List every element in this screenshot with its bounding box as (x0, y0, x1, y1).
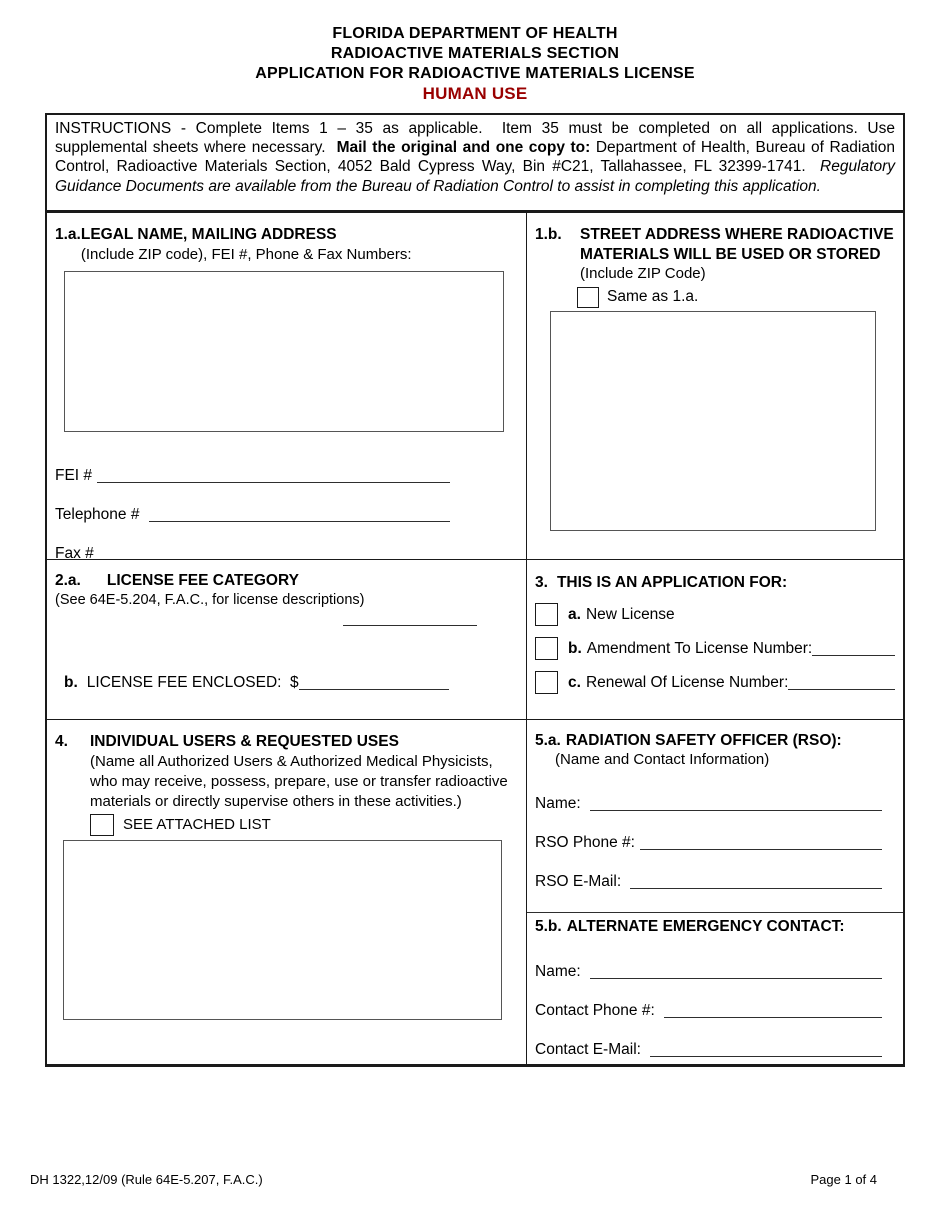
renewal-license-number-line[interactable] (788, 676, 895, 690)
option-b-letter: b. (568, 639, 582, 657)
item-2a-title: LICENSE FEE CATEGORY (106, 572, 299, 589)
item-4-description: (Name all Authorized Users & Authorized Medical Physicists, who may receive, possess, prepare, use or transfer radioactive materials or directly supervise others in these activities.) (90, 752, 508, 810)
item-5b-number: 5.b. (535, 918, 562, 935)
item-5-cell (526, 719, 903, 1064)
fee-enclosed-input-line[interactable] (299, 689, 449, 690)
header-form-title: APPLICATION FOR RADIOACTIVE MATERIALS LICENSE (255, 65, 695, 82)
amendment-checkbox[interactable] (535, 637, 558, 660)
item-5a-title: RADIATION SAFETY OFFICER (RSO): (565, 732, 842, 749)
item-2-cell (47, 559, 526, 719)
item-1a-number: 1.a. (55, 226, 81, 243)
alt-name-label: Name: (535, 963, 585, 980)
fei-input-line[interactable] (97, 482, 450, 483)
item-1a-cell (47, 213, 526, 559)
fax-label: Fax # (55, 545, 99, 559)
renewal-checkbox[interactable] (535, 671, 558, 694)
instructions-guidance-italic: Regulatory Guidance Documents are available from the Bureau of Radiation Control to assist in completing this application. (55, 158, 895, 195)
item-3-cell (526, 559, 903, 719)
item-1b-number: 1.b. (535, 226, 562, 243)
street-address-box[interactable] (550, 311, 876, 531)
amendment-license-number-line[interactable] (812, 642, 895, 656)
option-b-label: Amendment To License Number: (586, 639, 813, 657)
alt-email-label: Contact E-Mail: (535, 1041, 646, 1058)
item-2b-label: LICENSE FEE ENCLOSED: $ (86, 674, 299, 691)
item-1a-title: LEGAL NAME, MAILING ADDRESS (80, 226, 337, 243)
header-section: RADIOACTIVE MATERIALS SECTION (330, 45, 620, 62)
option-new-license (535, 603, 895, 626)
fei-label: FEI # (55, 467, 93, 484)
item-1b-cell (526, 213, 903, 559)
item-5a-subtitle: (Name and Contact Information) (555, 751, 770, 768)
legal-name-address-box[interactable] (64, 271, 504, 432)
form-id-footer: DH 1322,12/09 (Rule 64E-5.207, F.A.C.) (30, 1172, 263, 1187)
rso-email-label: RSO E-Mail: (535, 873, 626, 890)
telephone-input-line[interactable] (149, 521, 450, 522)
individual-users-box[interactable] (63, 840, 502, 1020)
telephone-label: Telephone # (55, 506, 144, 523)
instructions-text-2: Department of Health, Bureau of Radiation Control, Radioactive Materials Section, 4052 Bald Cypress Way, Bin #C21, Tallahassee, FL 32399-1741. (55, 139, 900, 176)
item-1a-subtitle: (Include ZIP code), FEI #, Phone & Fax Numbers: (80, 245, 412, 263)
rso-phone-input-line[interactable] (640, 849, 882, 850)
item-5b-title: ALTERNATE EMERGENCY CONTACT: (566, 918, 845, 935)
see-attached-list-checkbox[interactable] (90, 814, 114, 836)
option-renewal (535, 671, 895, 694)
alt-email-input-line[interactable] (650, 1056, 882, 1057)
option-c-label: Renewal Of License Number: (585, 673, 789, 691)
alt-phone-label: Contact Phone #: (535, 1002, 660, 1019)
instructions-text-1: INSTRUCTIONS - Complete Items 1 – 35 as applicable. Item 35 must be completed on all applications. Use supplemental sheets where necessary. (55, 120, 900, 157)
item-1b-title: STREET ADDRESS WHERE RADIOACTIVE MATERIALS WILL BE USED OR STORED (580, 226, 894, 263)
header-agency: FLORIDA DEPARTMENT OF HEALTH (332, 25, 618, 42)
item-2a-number: 2.a. (55, 572, 81, 589)
rso-name-label: Name: (535, 795, 585, 812)
same-as-1a-checkbox[interactable] (577, 287, 599, 308)
instructions-box (45, 113, 905, 212)
same-as-1a-label: Same as 1.a. (607, 288, 699, 305)
page-number-footer: Page 1 of 4 (810, 1172, 877, 1187)
rso-phone-label: RSO Phone #: (535, 834, 635, 851)
item-3-number: 3. (535, 574, 548, 591)
form-body-table (45, 211, 905, 1067)
form-header (0, 24, 950, 104)
item-2b-letter: b. (64, 674, 78, 691)
instructions-mail-to-bold: Mail the original and one copy to: (336, 139, 591, 157)
header-human-use: HUMAN USE (422, 84, 528, 103)
rso-email-input-line[interactable] (630, 888, 882, 889)
item-1b-title-suffix: (Include ZIP Code) (580, 265, 706, 282)
fee-category-input-line[interactable] (343, 625, 477, 626)
item-4-number: 4. (55, 733, 68, 750)
option-amendment (535, 637, 895, 660)
item-5a-number: 5.a. (535, 732, 561, 749)
item-4-title: INDIVIDUAL USERS & REQUESTED USES (90, 733, 399, 750)
see-attached-list-label: SEE ATTACHED LIST (123, 816, 271, 833)
alt-name-input-line[interactable] (590, 978, 882, 979)
option-c-letter: c. (568, 673, 581, 691)
rso-name-input-line[interactable] (590, 810, 882, 811)
item-3-title: THIS IS AN APPLICATION FOR: (556, 574, 788, 591)
option-a-label: New License (585, 605, 675, 623)
item-4-cell (47, 719, 526, 1064)
alt-phone-input-line[interactable] (664, 1017, 882, 1018)
new-license-checkbox[interactable] (535, 603, 558, 626)
option-a-letter: a. (568, 605, 581, 623)
item-2a-subtitle: (See 64E-5.204, F.A.C., for license descriptions) (55, 592, 365, 608)
item-5-divider (527, 912, 903, 913)
